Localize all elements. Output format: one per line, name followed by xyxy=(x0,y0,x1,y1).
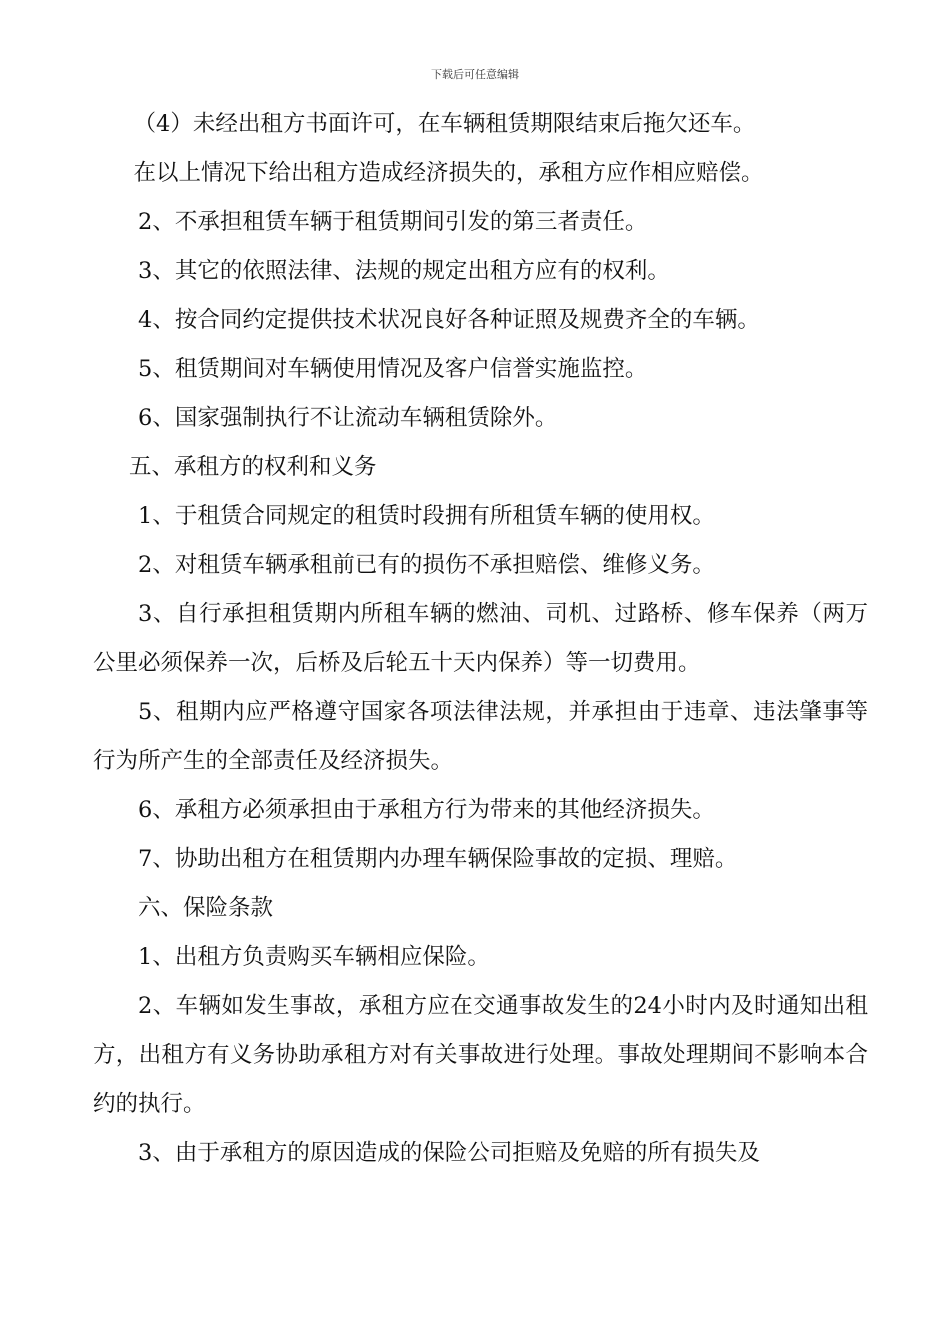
paragraph-3: 2、不承担租赁车辆于租赁期间引发的第三者责任。 xyxy=(138,209,648,235)
paragraph-12: 5、租期内应严格遵守国家各项法律法规，并承担由于违章、违法肇事等行为所产生的全部责任及经济损失。 xyxy=(93,699,868,774)
document-body xyxy=(93,100,868,1178)
paragraph-17: 2、车辆如发生事故，承租方应在交通事故发生的24小时内及时通知出租方，出租方有义务协助承租方对有关事故进行处理。事故处理期间不影响本合约的执行。 xyxy=(93,993,868,1117)
paragraph-11: 3、自行承担租赁期内所租车辆的燃油、司机、过路桥、修车保养（两万公里必须保养一次，后桥及后轮五十天内保养）等一切费用。 xyxy=(93,601,868,676)
paragraph-9: 1、于租赁合同规定的租赁时段拥有所租赁车辆的使用权。 xyxy=(138,503,715,529)
paragraph-16: 1、出租方负责购买车辆相应保险。 xyxy=(138,944,490,970)
paragraph-13: 6、承租方必须承担由于承租方行为带来的其他经济损失。 xyxy=(138,797,715,823)
paragraph-4: 3、其它的依照法律、法规的规定出租方应有的权利。 xyxy=(138,258,670,284)
paragraph-10: 2、对租赁车辆承租前已有的损伤不承担赔偿、维修义务。 xyxy=(138,552,715,578)
section-heading-5: 五、承租方的权利和义务 xyxy=(129,454,377,480)
paragraph-2: 在以上情况下给出租方造成经济损失的，承租方应作相应赔偿。 xyxy=(133,160,764,186)
paragraph-7: 6、国家强制执行不让流动车辆租赁除外。 xyxy=(138,405,558,431)
paragraph-18: 3、由于承租方的原因造成的保险公司拒赔及免赔的所有损失及 xyxy=(138,1140,760,1166)
section-heading-6: 六、保险条款 xyxy=(138,895,274,921)
paragraph-6: 5、租赁期间对车辆使用情况及客户信誉实施监控。 xyxy=(138,356,648,382)
paragraph-5: 4、按合同约定提供技术状况良好各种证照及规费齐全的车辆。 xyxy=(138,307,760,333)
page-header: 下载后可任意编辑 xyxy=(431,68,519,81)
paragraph-1: （4）未经出租方书面许可，在车辆租赁期限结束后拖欠还车。 xyxy=(133,111,756,137)
paragraph-14: 7、协助出租方在租赁期内办理车辆保险事故的定损、理赔。 xyxy=(138,846,738,872)
